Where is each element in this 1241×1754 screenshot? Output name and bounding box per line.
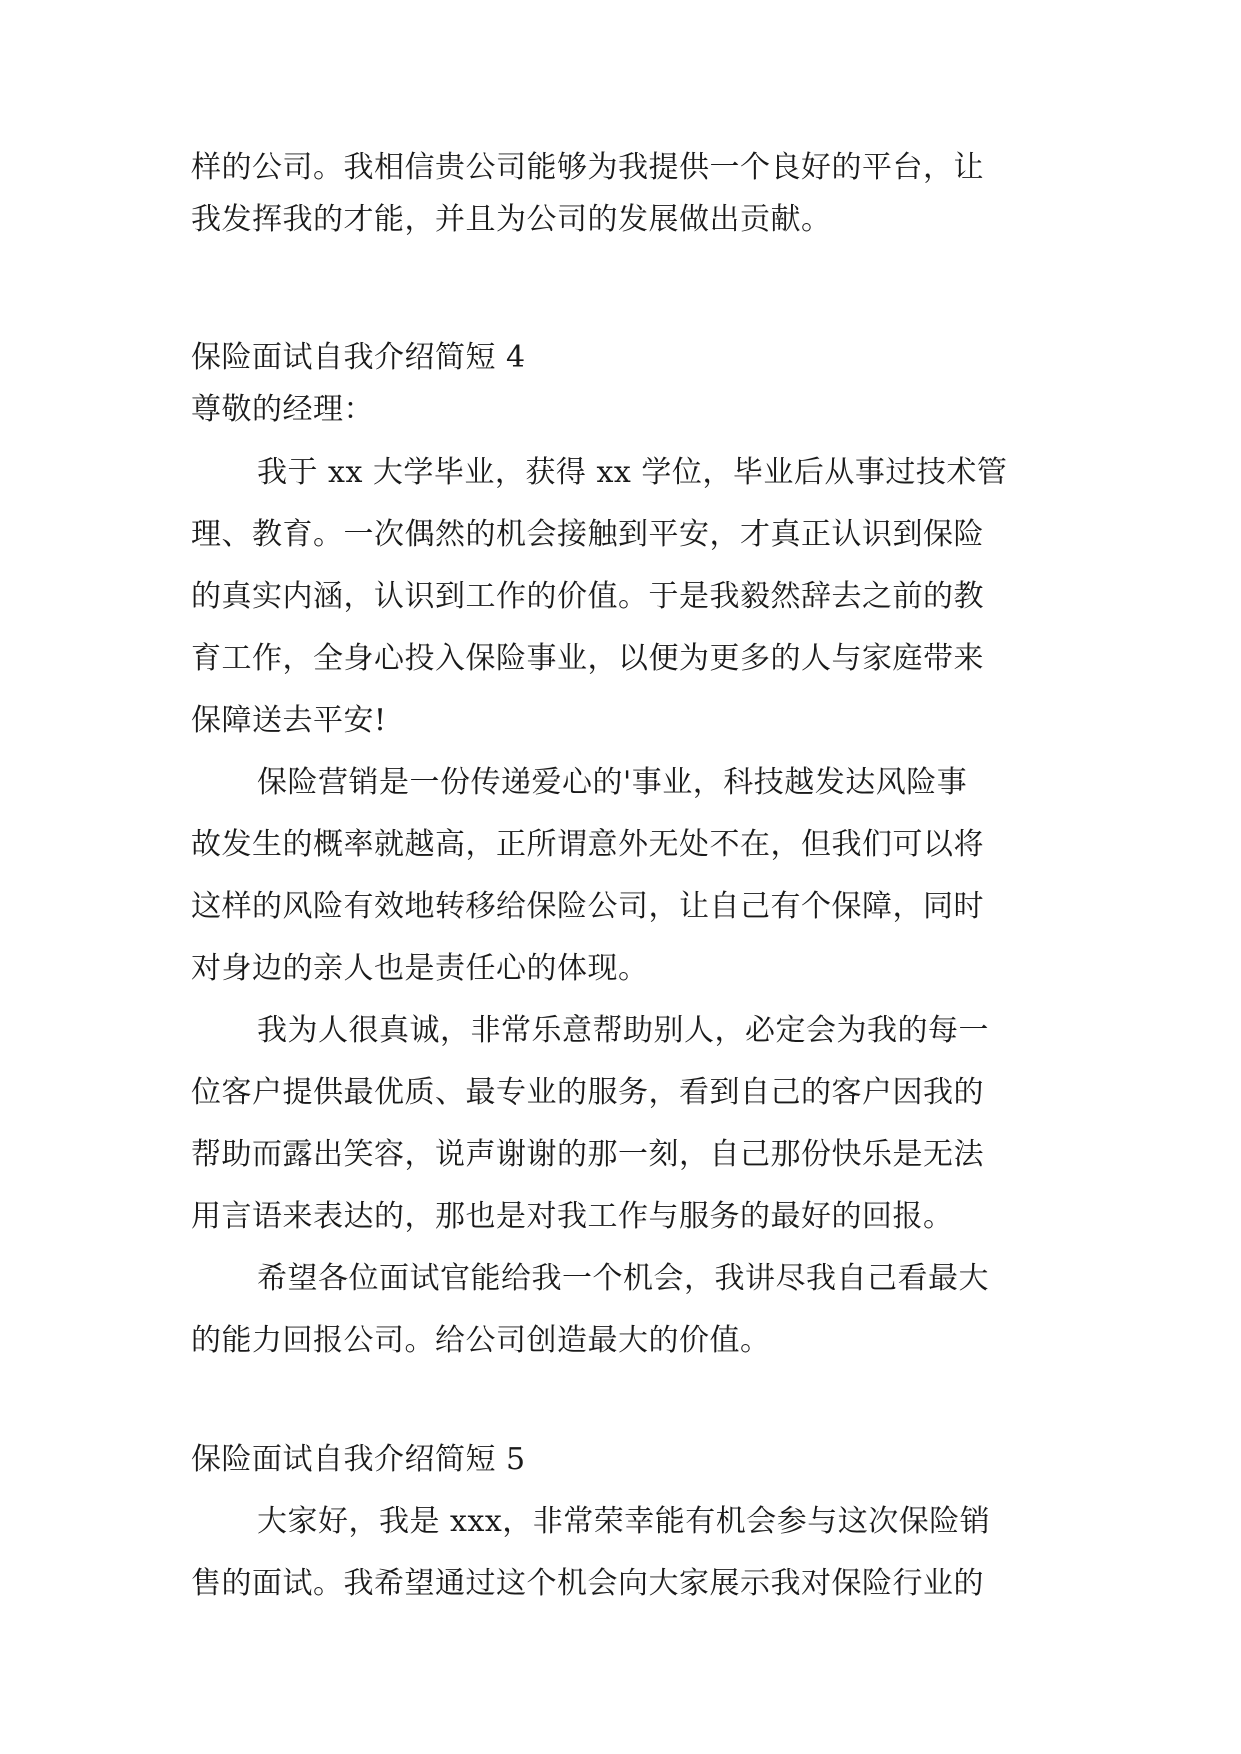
paragraph-line: 大家好，我是 xxx，非常荣幸能有机会参与这次保险销 [257,1504,991,1539]
salutation: 尊敬的经理： [191,392,374,427]
paragraph-line: 我为人很真诚，非常乐意帮助别人，必定会为我的每一 [257,1013,989,1048]
paragraph-line: 位客户提供最优质、最专业的服务，看到自己的客户因我的 [191,1075,984,1110]
paragraph-line: 的能力回报公司。给公司创造最大的价值。 [191,1323,771,1358]
paragraph-line: 育工作，全身心投入保险事业，以便为更多的人与家庭带来 [191,641,984,676]
paragraph-line: 这样的风险有效地转移给保险公司，让自己有个保障，同时 [191,889,984,924]
paragraph-line: 帮助而露出笑容，说声谢谢的那一刻，自己那份快乐是无法 [191,1137,984,1172]
paragraph-line: 我发挥我的才能，并且为公司的发展做出贡献。 [191,202,832,237]
paragraph-line: 希望各位面试官能给我一个机会，我讲尽我自己看最大 [257,1261,989,1296]
paragraph-line: 样的公司。我相信贵公司能够为我提供一个良好的平台，让 [191,150,984,185]
paragraph-line: 售的面试。我希望通过这个机会向大家展示我对保险行业的 [191,1566,984,1601]
paragraph-line: 故发生的概率就越高，正所谓意外无处不在，但我们可以将 [191,827,984,862]
paragraph-line: 保障送去平安! [191,703,387,738]
paragraph-line: 理、教育。一次偶然的机会接触到平安，才真正认识到保险 [191,517,984,552]
section-heading-4: 保险面试自我介绍简短 4 [191,340,526,375]
paragraph-line: 对身边的亲人也是责任心的体现。 [191,951,649,986]
paragraph-line: 我于 xx 大学毕业，获得 xx 学位，毕业后从事过技术管 [257,455,1008,490]
section-heading-5: 保险面试自我介绍简短 5 [191,1442,526,1477]
paragraph-line: 保险营销是一份传递爱心的'事业，科技越发达风险事 [257,765,968,800]
paragraph-line: 用言语来表达的，那也是对我工作与服务的最好的回报。 [191,1199,954,1234]
paragraph-line: 的真实内涵，认识到工作的价值。于是我毅然辞去之前的教 [191,579,984,614]
